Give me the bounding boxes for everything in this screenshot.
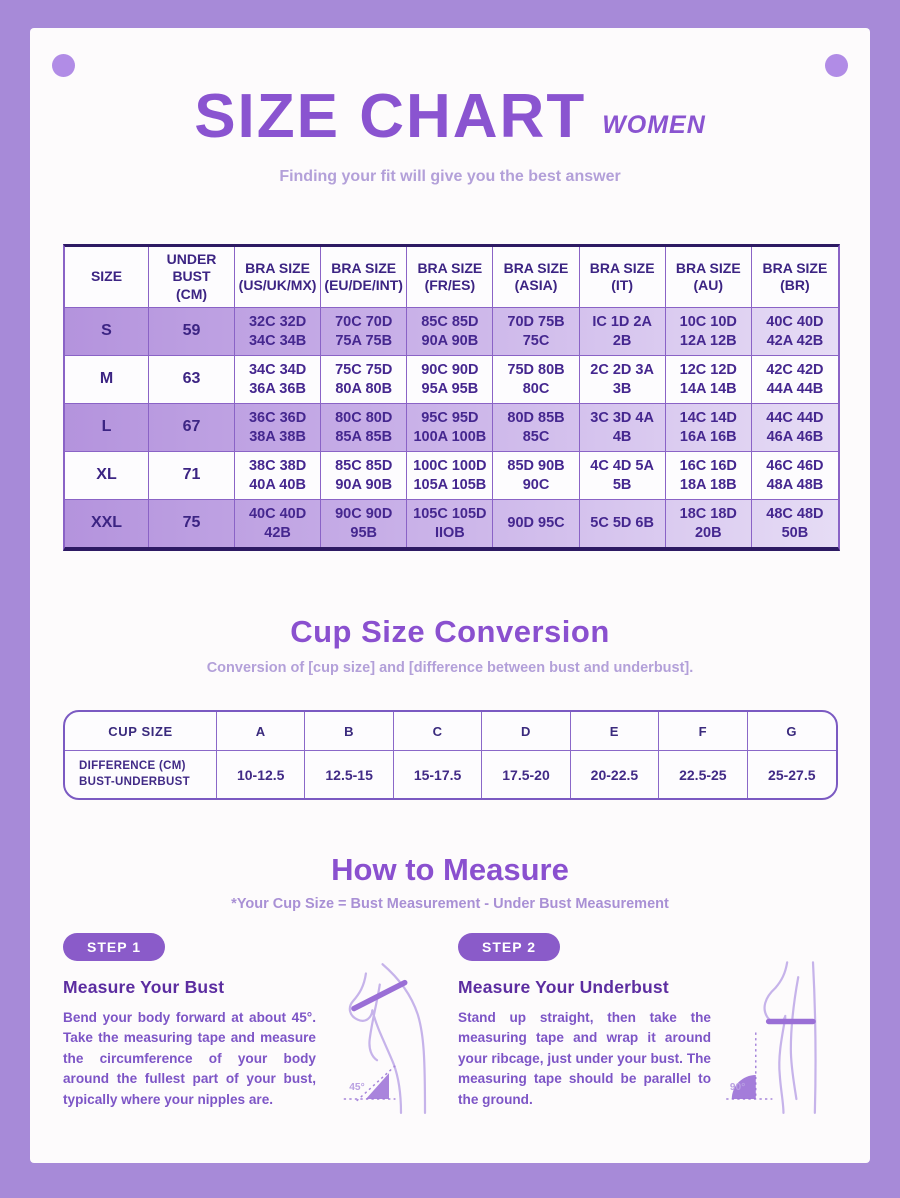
cup-range: 25-27.5 (768, 766, 816, 783)
bra-cell: 2C 2D 3A 3B (580, 356, 666, 404)
cup-conversion-table (63, 710, 838, 800)
content-card (30, 28, 870, 1163)
angle-label-90: 90° (729, 1081, 746, 1093)
header-bra-eu: BRA SIZE (EU/DE/INT) (321, 247, 407, 308)
cup-col: A (217, 712, 305, 751)
cup-values-row (65, 751, 836, 798)
cup-col: D (482, 712, 570, 751)
page-title: SIZE CHART (194, 82, 587, 151)
header-bra-us: BRA SIZE (US/UK/MX) (235, 247, 321, 308)
bra-cell: 32C 32D 34C 34B (235, 308, 321, 356)
bra-cell: 70D 75B 75C (493, 308, 579, 356)
underbust-measure-illustration (717, 959, 837, 1119)
step-1-badge: STEP 1 (63, 933, 165, 961)
size-cell: M (65, 356, 149, 404)
cup-range: 10-12.5 (217, 751, 305, 798)
difference-label: DIFFERENCE (CM) BUST-UNDERBUST (65, 751, 217, 798)
table-row-l (65, 404, 838, 452)
bra-cell: 105C 105D IIOB (407, 500, 493, 547)
corner-dot-left (52, 54, 75, 77)
bra-cell: 4C 4D 5A 5B (580, 452, 666, 500)
bra-cell: 75C 75D 80A 80B (321, 356, 407, 404)
table-row-xxl (65, 500, 838, 547)
underbust-cell: 71 (149, 452, 235, 500)
bra-cell: 85D 90B 90C (493, 452, 579, 500)
step-1-text: Bend your body forward at about 45°. Take the measuring tape and measure the circumference of your body around the fullest part of your bust, typically where your nipples are. (63, 1010, 316, 1107)
size-table-header-row (65, 247, 838, 308)
bra-cell: 100C 100D 105A 105B (407, 452, 493, 500)
bra-cell: 18C 18D 20B (666, 500, 752, 547)
underbust-cell: 59 (149, 308, 235, 356)
bra-cell: 75D 80B 80C (493, 356, 579, 404)
header-bra-fr: BRA SIZE (FR/ES) (407, 247, 493, 308)
size-table (63, 244, 840, 551)
bra-cell: 42C 42D 44A 44B (752, 356, 838, 404)
bra-cell: 40C 40D 42A 42B (752, 308, 838, 356)
table-row-xl (65, 452, 838, 500)
cup-header-row (65, 712, 836, 751)
bra-cell: 90D 95C (493, 500, 579, 547)
size-cell: XXL (65, 500, 149, 547)
cup-range: 12.5-15 (305, 751, 393, 798)
step-2-title: Measure Your Underbust (458, 977, 669, 997)
table-row-s (65, 308, 838, 356)
bra-cell: 90C 90D 95B (321, 500, 407, 547)
bra-cell: 40C 40D 42B (235, 500, 321, 547)
bra-cell: 85C 85D 90A 90B (407, 308, 493, 356)
underbust-cell: 67 (149, 404, 235, 452)
bra-cell: 46C 46D 48A 48B (752, 452, 838, 500)
bra-cell: 36C 36D 38A 38B (235, 404, 321, 452)
underbust-cell: 63 (149, 356, 235, 404)
bra-cell: 16C 16D 18A 18B (666, 452, 752, 500)
bra-cell: 80D 85B 85C (493, 404, 579, 452)
bra-cell: 12C 12D 14A 14B (666, 356, 752, 404)
cup-conversion-subheading: Conversion of [cup size] and [difference between bust and underbust]. (206, 660, 694, 676)
step-1-section (63, 933, 451, 1143)
header-bra-asia: BRA SIZE (ASIA) (493, 247, 579, 308)
bra-cell: 34C 34D 36A 36B (235, 356, 321, 404)
bra-cell: IC 1D 2A 2B (580, 308, 666, 356)
page-subtitle: Finding your fit will give you the best answer (279, 168, 621, 185)
bra-cell: 10C 10D 12A 12B (666, 308, 752, 356)
cup-col: C (394, 712, 482, 751)
header-underbust: UNDER BUST (CM) (149, 247, 235, 308)
cup-range: 15-17.5 (394, 751, 482, 798)
bra-cell: 90C 90D 95A 95B (407, 356, 493, 404)
cup-conversion-heading: Cup Size Conversion (290, 614, 610, 649)
header-bra-au: BRA SIZE (AU) (666, 247, 752, 308)
header-bra-it: BRA SIZE (IT) (580, 247, 666, 308)
angle-label-45: 45° (349, 1081, 365, 1093)
bra-cell: 48C 48D 50B (766, 505, 824, 541)
step-2-section (458, 933, 837, 1143)
cup-col: F (659, 712, 747, 751)
bra-cell: 85C 85D 90A 90B (321, 452, 407, 500)
bra-cell: 3C 3D 4A 4B (580, 404, 666, 452)
header-bra-br: BRA SIZE (BR) (752, 247, 838, 308)
step-2-text: Stand up straight, then take the measuring tape and wrap it around your ribcage, just under your bust. The measuring tape should be parallel to the ground. (458, 1010, 711, 1107)
step-1-title: Measure Your Bust (63, 977, 225, 997)
measure-formula: *Your Cup Size = Bust Measurement - Under Bust Measurement (231, 896, 669, 912)
size-cell: XL (65, 452, 149, 500)
cup-range: 22.5-25 (659, 751, 747, 798)
cup-size-header: CUP SIZE (65, 712, 217, 751)
step-2-badge: STEP 2 (458, 933, 560, 961)
cup-col: E (571, 712, 659, 751)
size-cell: L (65, 404, 149, 452)
cup-col: B (305, 712, 393, 751)
bra-cell: 80C 80D 85A 85B (321, 404, 407, 452)
corner-dot-right (825, 54, 848, 77)
cup-range: 17.5-20 (482, 751, 570, 798)
bra-cell: 44C 44D 46A 46B (752, 404, 838, 452)
how-to-measure-heading: How to Measure (331, 852, 569, 887)
cup-col: G (748, 712, 836, 751)
cup-range: 20-22.5 (571, 751, 659, 798)
title-row (30, 82, 870, 151)
bra-cell: 5C 5D 6B (580, 500, 666, 547)
title-suffix-women: WOMEN (602, 111, 706, 139)
bra-cell: 14C 14D 16A 16B (666, 404, 752, 452)
bust-measure-illustration (329, 959, 449, 1119)
underbust-cell: 75 (149, 500, 235, 547)
size-cell: S (65, 308, 149, 356)
bra-cell: 38C 38D 40A 40B (235, 452, 321, 500)
bra-cell: 95C 95D 100A 100B (407, 404, 493, 452)
header-size: SIZE (65, 247, 149, 308)
table-row-m (65, 356, 838, 404)
bra-cell: 70C 70D 75A 75B (321, 308, 407, 356)
